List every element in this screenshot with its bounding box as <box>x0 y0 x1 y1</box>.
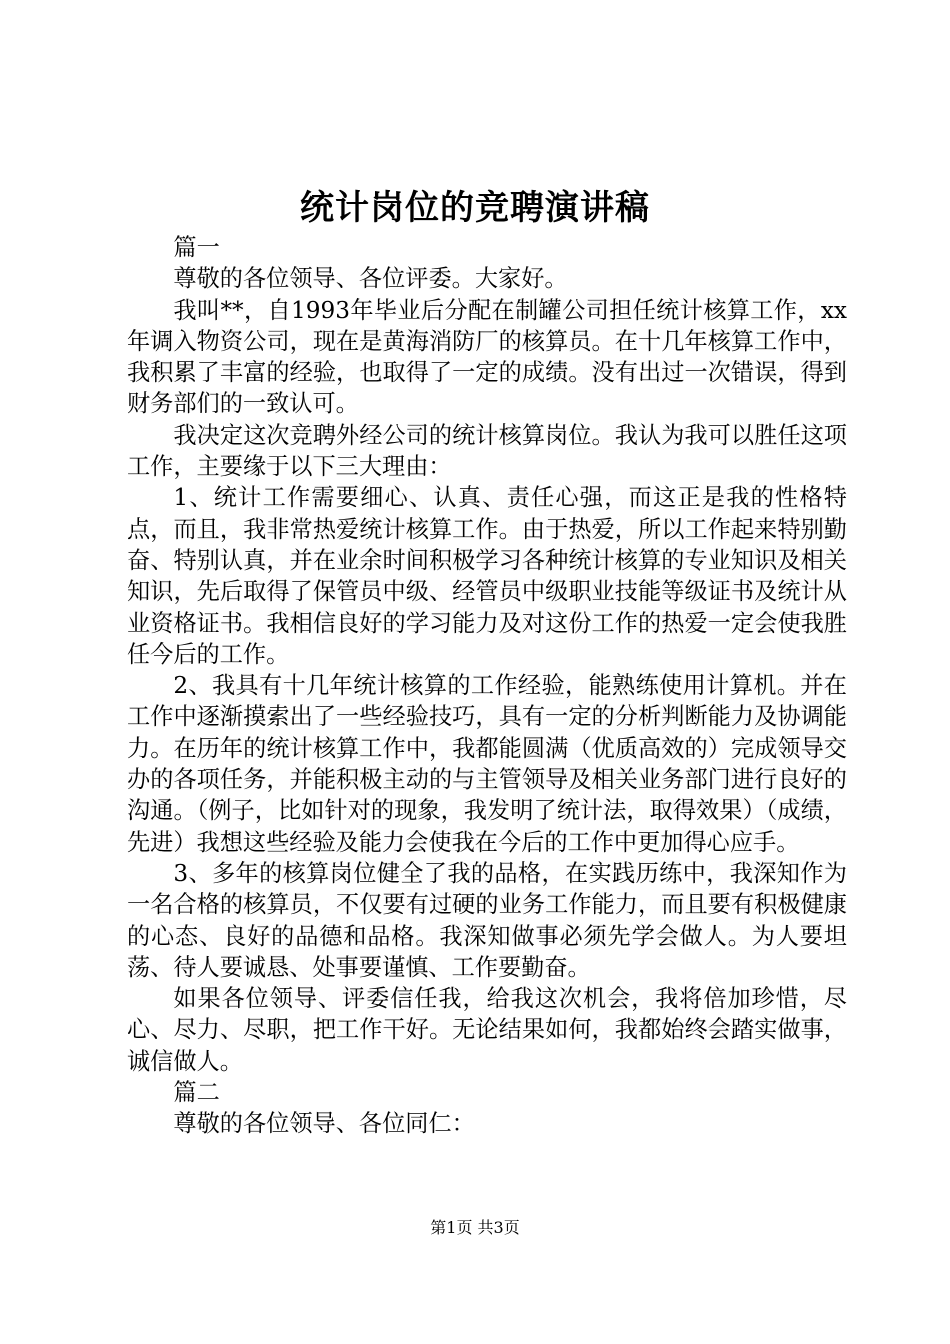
body-paragraph: 如果各位领导、评委信任我，给我这次机会，我将倍加珍惜，尽心、尽力、尽职，把工作干好。无论结果如何，我都始终会踏实做事，诚信做人。 <box>127 985 847 1075</box>
reason-paragraph: 3、多年的核算岗位健全了我的品格，在实践历练中，我深知作为一名合格的核算员，不仅要有过硬的业务工作能力，而且要有积极健康的心态、良好的品德和品格。我深知做事必须先学会做人。为人要坦荡、待人要诚恳、处事要谨慎、工作要勤奋。 <box>127 859 847 981</box>
section-heading: 篇二 <box>173 1079 220 1107</box>
greeting-paragraph: 尊敬的各位领导、各位评委。大家好。 <box>173 265 568 293</box>
body-paragraph: 我叫**，自1993年毕业后分配在制罐公司担任统计核算工作，xx年调入物资公司，现在是黄海消防厂的核算员。在十几年核算工作中，我积累了丰富的经验，也取得了一定的成绩。没有出过一次错误，得到财务部们的一致认可。 <box>127 296 847 418</box>
page-title: 统计岗位的竞聘演讲稿 <box>300 188 650 228</box>
body-paragraph: 我决定这次竞聘外经公司的统计核算岗位。我认为我可以胜任这项工作，主要缘于以下三大理由： <box>127 421 847 481</box>
page-footer: 第1页 共3页 <box>430 1218 520 1237</box>
greeting-paragraph: 尊敬的各位领导、各位同仁： <box>173 1110 475 1138</box>
document-body <box>127 232 847 1140</box>
reason-paragraph: 2、我具有十几年统计核算的工作经验，能熟练使用计算机。并在工作中逐渐摸索出了一些经验技巧，具有一定的分析判断能力及协调能力。在历年的统计核算工作中，我都能圆满（优质高效的）完成领导交办的各项任务，并能积极主动的与主管领导及相关业务部门进行良好的沟通。（例子，比如针对的现象，我发明了统计法，取得效果）（成绩，先进）我想这些经验及能力会使我在今后的工作中更加得心应手。 <box>127 672 847 856</box>
section-heading: 篇一 <box>173 234 220 261</box>
reason-paragraph: 1、统计工作需要细心、认真、责任心强，而这正是我的性格特点，而且，我非常热爱统计核算工作。由于热爱，所以工作起来特别勤奋、特别认真，并在业余时间积极学习各种统计核算的专业知识及相关知识，先后取得了保管员中级、经管员中级职业技能等级证书及统计从业资格证书。我相信良好的学习能力及对这份工作的热爱一定会使我胜任今后的工作。 <box>127 484 847 668</box>
